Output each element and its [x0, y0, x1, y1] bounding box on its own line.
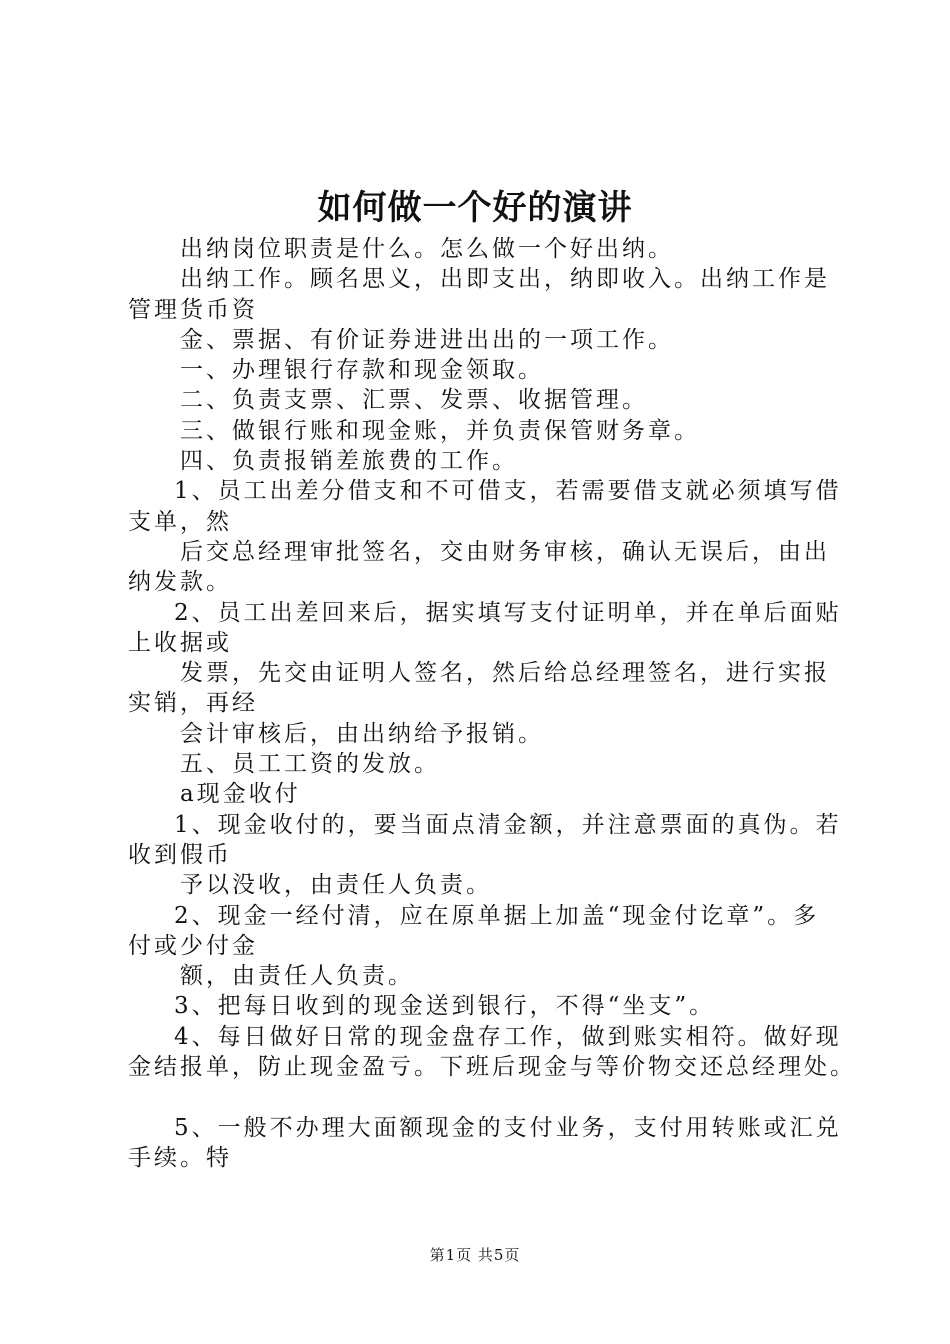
body-line: 实销，再经: [128, 690, 258, 717]
body-line: 一、办理银行存款和现金领取。: [180, 357, 544, 384]
body-line: 3、把每日收到的现金送到银行，不得“坐支”。: [174, 993, 716, 1020]
body-line: 2、员工出差回来后，据实填写支付证明单，并在单后面贴: [174, 599, 842, 626]
body-line: 管理货币资: [128, 296, 258, 323]
body-line: 予以没收，由责任人负责。: [180, 872, 492, 899]
body-line: 纳发款。: [128, 569, 232, 596]
body-line: 金结报单，防止现金盈亏。下班后现金与等价物交还总经理处。: [128, 1054, 856, 1081]
document-body: [128, 234, 856, 1173]
body-line: 五、员工工资的发放。: [180, 751, 440, 778]
body-line: 后交总经理审批签名，交由财务审核，确认无误后，由出: [180, 538, 830, 565]
body-line: 5、一般不办理大面额现金的支付业务，支付用转账或汇兑: [174, 1114, 842, 1141]
body-line: 2、现金一经付清，应在原单据上加盖“现金付讫章”。多: [174, 902, 820, 929]
body-line: 会计审核后，由出纳给予报销。: [180, 720, 544, 747]
page-footer: 第1页 共5页: [429, 1246, 521, 1264]
body-line: 手续。特: [128, 1144, 232, 1171]
body-line: 出纳工作。顾名思义，出即支出，纳即收入。出纳工作是: [180, 266, 830, 293]
body-line: 1、现金收付的，要当面点清金额，并注意票面的真伪。若: [174, 811, 842, 838]
body-line: 金、票据、有价证券进进出出的一项工作。: [180, 326, 674, 353]
body-line: 二、负责支票、汇票、发票、收据管理。: [180, 387, 648, 414]
body-line: 1、员工出差分借支和不可借支，若需要借支就必须填写借: [174, 478, 842, 505]
body-line: a现金收付: [180, 781, 301, 808]
body-line: 三、做银行账和现金账，并负责保管财务章。: [180, 417, 700, 444]
body-line: 额，由责任人负责。: [180, 963, 414, 990]
body-line: 出纳岗位职责是什么。怎么做一个好出纳。: [180, 236, 674, 262]
body-line: 支单，然: [128, 508, 232, 535]
body-line: 收到假币: [128, 841, 232, 868]
body-line: 上收据或: [128, 629, 232, 656]
document-title: 如何做一个好的演讲: [317, 188, 633, 228]
body-line: 四、负责报销差旅费的工作。: [180, 448, 518, 475]
body-line: 付或少付金: [128, 932, 258, 959]
body-line: 发票，先交由证明人签名，然后给总经理签名，进行实报: [180, 660, 830, 687]
body-line: 4、每日做好日常的现金盘存工作，做到账实相符。做好现: [174, 1023, 842, 1050]
blank-line: [128, 1082, 838, 1112]
